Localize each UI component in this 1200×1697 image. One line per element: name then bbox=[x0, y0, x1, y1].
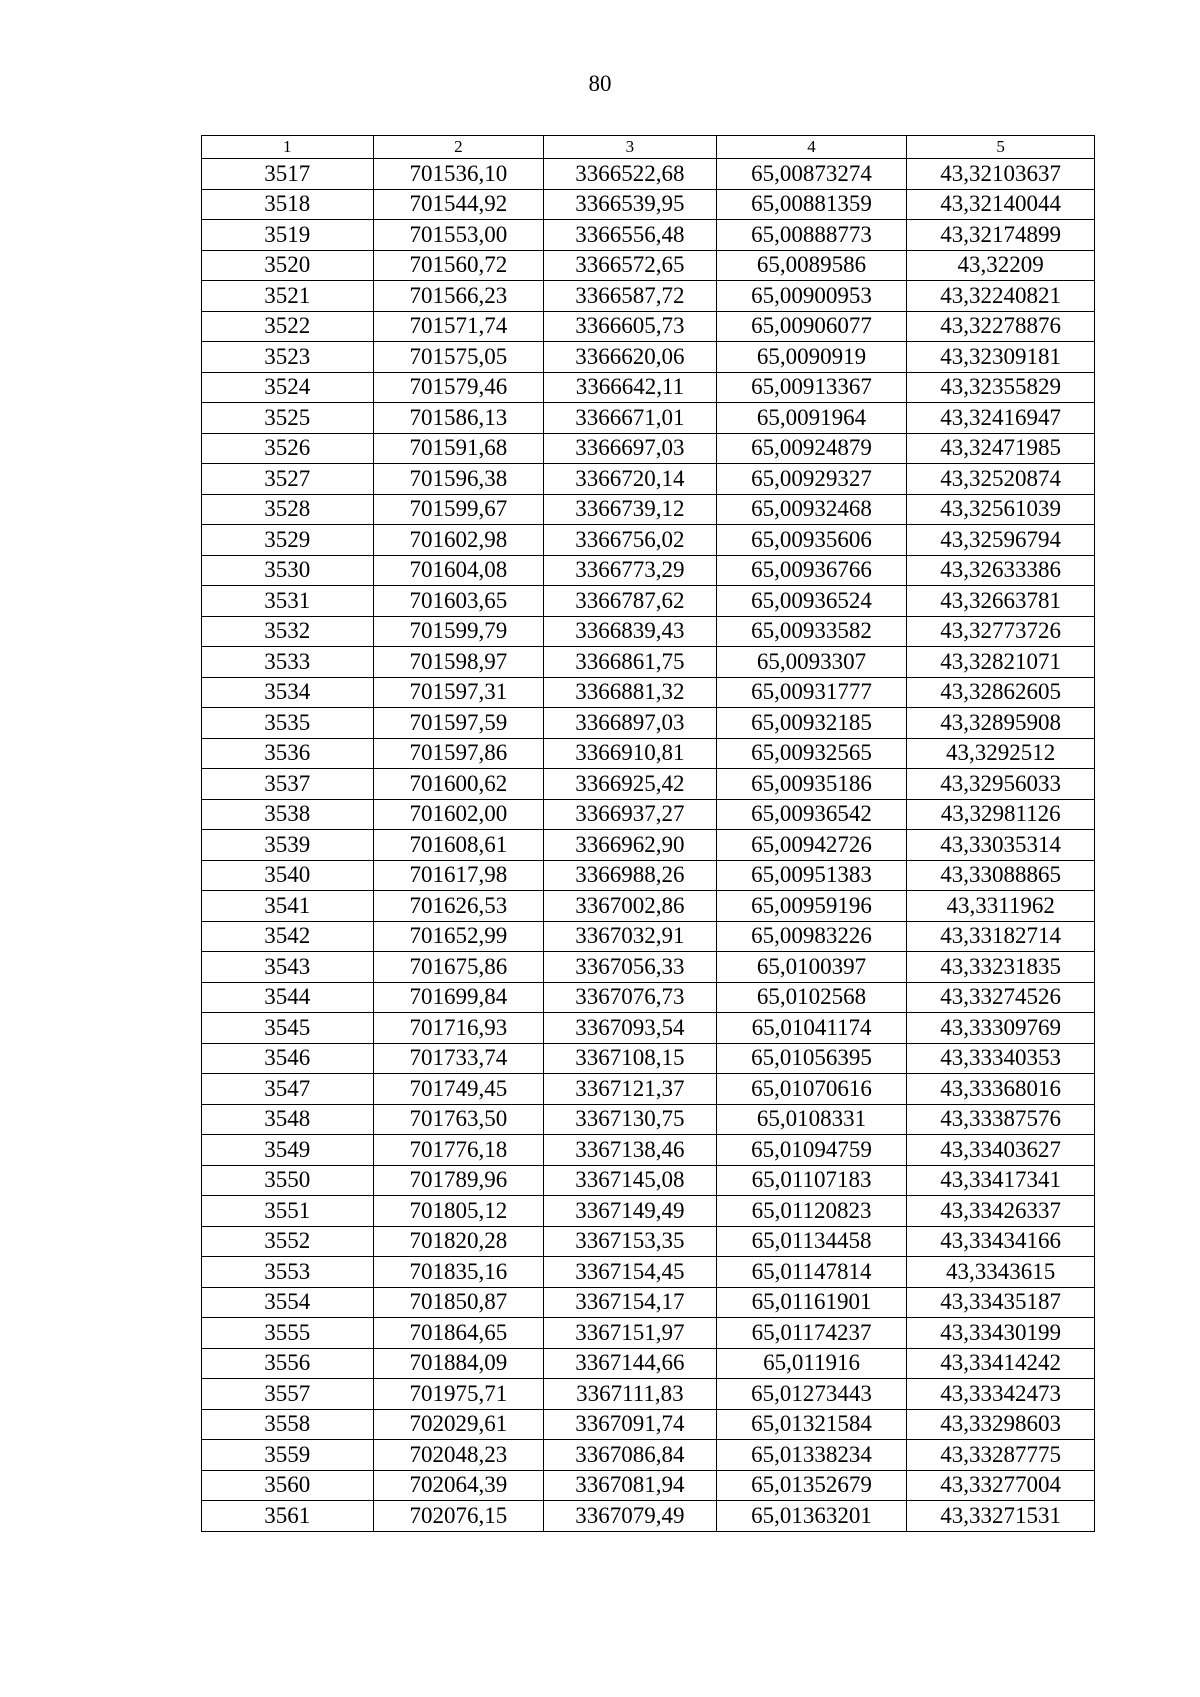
longitude-cell: 65,00932185 bbox=[716, 708, 907, 739]
x-coordinate-cell: 701604,08 bbox=[373, 555, 544, 586]
y-coordinate-cell: 3366539,95 bbox=[544, 189, 717, 220]
y-coordinate-cell: 3366861,75 bbox=[544, 647, 717, 678]
latitude-cell: 43,32821071 bbox=[907, 647, 1095, 678]
longitude-cell: 65,01070616 bbox=[716, 1074, 907, 1105]
latitude-cell: 43,32520874 bbox=[907, 464, 1095, 495]
latitude-cell: 43,32561039 bbox=[907, 494, 1095, 525]
longitude-cell: 65,01134458 bbox=[716, 1226, 907, 1257]
table-row bbox=[202, 1226, 1095, 1257]
y-coordinate-cell: 3366773,29 bbox=[544, 555, 717, 586]
column-header-1: 1 bbox=[202, 136, 374, 159]
table-row bbox=[202, 1440, 1095, 1471]
y-coordinate-cell: 3366522,68 bbox=[544, 159, 717, 190]
table-row bbox=[202, 647, 1095, 678]
table-row bbox=[202, 769, 1095, 800]
latitude-cell: 43,33274526 bbox=[907, 982, 1095, 1013]
x-coordinate-cell: 701699,84 bbox=[373, 982, 544, 1013]
latitude-cell: 43,33435187 bbox=[907, 1287, 1095, 1318]
x-coordinate-cell: 701597,59 bbox=[373, 708, 544, 739]
table-row bbox=[202, 952, 1095, 983]
column-header-2: 2 bbox=[373, 136, 544, 159]
table-row bbox=[202, 1409, 1095, 1440]
latitude-cell: 43,32862605 bbox=[907, 677, 1095, 708]
longitude-cell: 65,01352679 bbox=[716, 1470, 907, 1501]
latitude-cell: 43,32663781 bbox=[907, 586, 1095, 617]
x-coordinate-cell: 701733,74 bbox=[373, 1043, 544, 1074]
latitude-cell: 43,33426337 bbox=[907, 1196, 1095, 1227]
latitude-cell: 43,32633386 bbox=[907, 555, 1095, 586]
point-number-cell: 3531 bbox=[202, 586, 374, 617]
latitude-cell: 43,32140044 bbox=[907, 189, 1095, 220]
y-coordinate-cell: 3366572,65 bbox=[544, 250, 717, 281]
longitude-cell: 65,01174237 bbox=[716, 1318, 907, 1349]
x-coordinate-cell: 701586,13 bbox=[373, 403, 544, 434]
longitude-cell: 65,01338234 bbox=[716, 1440, 907, 1471]
x-coordinate-cell: 702048,23 bbox=[373, 1440, 544, 1471]
y-coordinate-cell: 3366937,27 bbox=[544, 799, 717, 830]
y-coordinate-cell: 3367121,37 bbox=[544, 1074, 717, 1105]
point-number-cell: 3548 bbox=[202, 1104, 374, 1135]
longitude-cell: 65,00935186 bbox=[716, 769, 907, 800]
longitude-cell: 65,01363201 bbox=[716, 1501, 907, 1532]
table-row bbox=[202, 189, 1095, 220]
x-coordinate-cell: 701575,05 bbox=[373, 342, 544, 373]
table-row bbox=[202, 281, 1095, 312]
latitude-cell: 43,3343615 bbox=[907, 1257, 1095, 1288]
table-row bbox=[202, 586, 1095, 617]
latitude-cell: 43,33277004 bbox=[907, 1470, 1095, 1501]
y-coordinate-cell: 3366587,72 bbox=[544, 281, 717, 312]
x-coordinate-cell: 701626,53 bbox=[373, 891, 544, 922]
point-number-cell: 3534 bbox=[202, 677, 374, 708]
y-coordinate-cell: 3366756,02 bbox=[544, 525, 717, 556]
point-number-cell: 3540 bbox=[202, 860, 374, 891]
x-coordinate-cell: 701716,93 bbox=[373, 1013, 544, 1044]
table-row bbox=[202, 1257, 1095, 1288]
point-number-cell: 3556 bbox=[202, 1348, 374, 1379]
point-number-cell: 3535 bbox=[202, 708, 374, 739]
point-number-cell: 3538 bbox=[202, 799, 374, 830]
y-coordinate-cell: 3366671,01 bbox=[544, 403, 717, 434]
latitude-cell: 43,32103637 bbox=[907, 159, 1095, 190]
point-number-cell: 3547 bbox=[202, 1074, 374, 1105]
y-coordinate-cell: 3367002,86 bbox=[544, 891, 717, 922]
latitude-cell: 43,32355829 bbox=[907, 372, 1095, 403]
table-row bbox=[202, 1074, 1095, 1105]
point-number-cell: 3529 bbox=[202, 525, 374, 556]
table-row bbox=[202, 403, 1095, 434]
point-number-cell: 3517 bbox=[202, 159, 374, 190]
y-coordinate-cell: 3367149,49 bbox=[544, 1196, 717, 1227]
latitude-cell: 43,33434166 bbox=[907, 1226, 1095, 1257]
y-coordinate-cell: 3366720,14 bbox=[544, 464, 717, 495]
table-row bbox=[202, 1501, 1095, 1532]
table-row bbox=[202, 1196, 1095, 1227]
table-body bbox=[202, 159, 1095, 1532]
y-coordinate-cell: 3366697,03 bbox=[544, 433, 717, 464]
latitude-cell: 43,33342473 bbox=[907, 1379, 1095, 1410]
table-row bbox=[202, 1287, 1095, 1318]
table-header bbox=[202, 136, 1095, 159]
point-number-cell: 3560 bbox=[202, 1470, 374, 1501]
header-row bbox=[202, 136, 1095, 159]
y-coordinate-cell: 3366620,06 bbox=[544, 342, 717, 373]
x-coordinate-cell: 701553,00 bbox=[373, 220, 544, 251]
longitude-cell: 65,00906077 bbox=[716, 311, 907, 342]
longitude-cell: 65,01094759 bbox=[716, 1135, 907, 1166]
point-number-cell: 3543 bbox=[202, 952, 374, 983]
x-coordinate-cell: 702064,39 bbox=[373, 1470, 544, 1501]
y-coordinate-cell: 3367153,35 bbox=[544, 1226, 717, 1257]
longitude-cell: 65,00932468 bbox=[716, 494, 907, 525]
point-number-cell: 3523 bbox=[202, 342, 374, 373]
latitude-cell: 43,32956033 bbox=[907, 769, 1095, 800]
longitude-cell: 65,00881359 bbox=[716, 189, 907, 220]
latitude-cell: 43,32278876 bbox=[907, 311, 1095, 342]
column-header-4: 4 bbox=[716, 136, 907, 159]
latitude-cell: 43,33387576 bbox=[907, 1104, 1095, 1135]
latitude-cell: 43,33271531 bbox=[907, 1501, 1095, 1532]
table-row bbox=[202, 1043, 1095, 1074]
longitude-cell: 65,00936524 bbox=[716, 586, 907, 617]
latitude-cell: 43,33309769 bbox=[907, 1013, 1095, 1044]
x-coordinate-cell: 701602,98 bbox=[373, 525, 544, 556]
y-coordinate-cell: 3367091,74 bbox=[544, 1409, 717, 1440]
x-coordinate-cell: 701652,99 bbox=[373, 921, 544, 952]
x-coordinate-cell: 701579,46 bbox=[373, 372, 544, 403]
x-coordinate-cell: 701776,18 bbox=[373, 1135, 544, 1166]
table-row bbox=[202, 1165, 1095, 1196]
longitude-cell: 65,00983226 bbox=[716, 921, 907, 952]
point-number-cell: 3533 bbox=[202, 647, 374, 678]
y-coordinate-cell: 3366787,62 bbox=[544, 586, 717, 617]
point-number-cell: 3525 bbox=[202, 403, 374, 434]
x-coordinate-cell: 701608,61 bbox=[373, 830, 544, 861]
latitude-cell: 43,33088865 bbox=[907, 860, 1095, 891]
y-coordinate-cell: 3366739,12 bbox=[544, 494, 717, 525]
y-coordinate-cell: 3366556,48 bbox=[544, 220, 717, 251]
table-row bbox=[202, 433, 1095, 464]
latitude-cell: 43,33414242 bbox=[907, 1348, 1095, 1379]
table-row bbox=[202, 738, 1095, 769]
y-coordinate-cell: 3366642,11 bbox=[544, 372, 717, 403]
longitude-cell: 65,00873274 bbox=[716, 159, 907, 190]
table-row bbox=[202, 1348, 1095, 1379]
y-coordinate-cell: 3367056,33 bbox=[544, 952, 717, 983]
y-coordinate-cell: 3367111,83 bbox=[544, 1379, 717, 1410]
table-row bbox=[202, 525, 1095, 556]
point-number-cell: 3561 bbox=[202, 1501, 374, 1532]
table-row bbox=[202, 1104, 1095, 1135]
longitude-cell: 65,00924879 bbox=[716, 433, 907, 464]
latitude-cell: 43,32773726 bbox=[907, 616, 1095, 647]
table-row bbox=[202, 311, 1095, 342]
y-coordinate-cell: 3366881,32 bbox=[544, 677, 717, 708]
y-coordinate-cell: 3366925,42 bbox=[544, 769, 717, 800]
x-coordinate-cell: 701600,62 bbox=[373, 769, 544, 800]
longitude-cell: 65,01321584 bbox=[716, 1409, 907, 1440]
x-coordinate-cell: 701975,71 bbox=[373, 1379, 544, 1410]
y-coordinate-cell: 3367154,45 bbox=[544, 1257, 717, 1288]
table-row bbox=[202, 220, 1095, 251]
x-coordinate-cell: 701597,86 bbox=[373, 738, 544, 769]
x-coordinate-cell: 701599,67 bbox=[373, 494, 544, 525]
y-coordinate-cell: 3367086,84 bbox=[544, 1440, 717, 1471]
table-row bbox=[202, 891, 1095, 922]
table-row bbox=[202, 555, 1095, 586]
point-number-cell: 3550 bbox=[202, 1165, 374, 1196]
point-number-cell: 3554 bbox=[202, 1287, 374, 1318]
latitude-cell: 43,33287775 bbox=[907, 1440, 1095, 1471]
column-header-5: 5 bbox=[907, 136, 1095, 159]
x-coordinate-cell: 702076,15 bbox=[373, 1501, 544, 1532]
x-coordinate-cell: 701599,79 bbox=[373, 616, 544, 647]
latitude-cell: 43,33368016 bbox=[907, 1074, 1095, 1105]
y-coordinate-cell: 3367093,54 bbox=[544, 1013, 717, 1044]
y-coordinate-cell: 3366962,90 bbox=[544, 830, 717, 861]
longitude-cell: 65,00900953 bbox=[716, 281, 907, 312]
y-coordinate-cell: 3367130,75 bbox=[544, 1104, 717, 1135]
point-number-cell: 3527 bbox=[202, 464, 374, 495]
point-number-cell: 3555 bbox=[202, 1318, 374, 1349]
y-coordinate-cell: 3367081,94 bbox=[544, 1470, 717, 1501]
table-row bbox=[202, 982, 1095, 1013]
latitude-cell: 43,33417341 bbox=[907, 1165, 1095, 1196]
x-coordinate-cell: 701675,86 bbox=[373, 952, 544, 983]
table-row bbox=[202, 799, 1095, 830]
y-coordinate-cell: 3367076,73 bbox=[544, 982, 717, 1013]
table-row bbox=[202, 250, 1095, 281]
latitude-cell: 43,33035314 bbox=[907, 830, 1095, 861]
longitude-cell: 65,0090919 bbox=[716, 342, 907, 373]
longitude-cell: 65,00931777 bbox=[716, 677, 907, 708]
x-coordinate-cell: 701598,97 bbox=[373, 647, 544, 678]
latitude-cell: 43,33430199 bbox=[907, 1318, 1095, 1349]
latitude-cell: 43,3311962 bbox=[907, 891, 1095, 922]
table-row bbox=[202, 921, 1095, 952]
point-number-cell: 3522 bbox=[202, 311, 374, 342]
longitude-cell: 65,01041174 bbox=[716, 1013, 907, 1044]
longitude-cell: 65,00929327 bbox=[716, 464, 907, 495]
table-row bbox=[202, 616, 1095, 647]
page-number: 80 bbox=[588, 71, 612, 96]
table-row bbox=[202, 1379, 1095, 1410]
x-coordinate-cell: 701596,38 bbox=[373, 464, 544, 495]
latitude-cell: 43,3292512 bbox=[907, 738, 1095, 769]
point-number-cell: 3545 bbox=[202, 1013, 374, 1044]
column-header-3: 3 bbox=[544, 136, 717, 159]
latitude-cell: 43,33340353 bbox=[907, 1043, 1095, 1074]
point-number-cell: 3518 bbox=[202, 189, 374, 220]
y-coordinate-cell: 3367079,49 bbox=[544, 1501, 717, 1532]
longitude-cell: 65,00888773 bbox=[716, 220, 907, 251]
x-coordinate-cell: 701560,72 bbox=[373, 250, 544, 281]
x-coordinate-cell: 701571,74 bbox=[373, 311, 544, 342]
table-row bbox=[202, 708, 1095, 739]
table-row bbox=[202, 1135, 1095, 1166]
point-number-cell: 3532 bbox=[202, 616, 374, 647]
table-row bbox=[202, 677, 1095, 708]
x-coordinate-cell: 701864,65 bbox=[373, 1318, 544, 1349]
point-number-cell: 3528 bbox=[202, 494, 374, 525]
latitude-cell: 43,32471985 bbox=[907, 433, 1095, 464]
y-coordinate-cell: 3367138,46 bbox=[544, 1135, 717, 1166]
table-row bbox=[202, 342, 1095, 373]
longitude-cell: 65,00942726 bbox=[716, 830, 907, 861]
latitude-cell: 43,33403627 bbox=[907, 1135, 1095, 1166]
x-coordinate-cell: 702029,61 bbox=[373, 1409, 544, 1440]
y-coordinate-cell: 3366910,81 bbox=[544, 738, 717, 769]
point-number-cell: 3544 bbox=[202, 982, 374, 1013]
x-coordinate-cell: 701602,00 bbox=[373, 799, 544, 830]
x-coordinate-cell: 701617,98 bbox=[373, 860, 544, 891]
y-coordinate-cell: 3366605,73 bbox=[544, 311, 717, 342]
point-number-cell: 3542 bbox=[202, 921, 374, 952]
longitude-cell: 65,01107183 bbox=[716, 1165, 907, 1196]
point-number-cell: 3521 bbox=[202, 281, 374, 312]
x-coordinate-cell: 701884,09 bbox=[373, 1348, 544, 1379]
point-number-cell: 3558 bbox=[202, 1409, 374, 1440]
y-coordinate-cell: 3367145,08 bbox=[544, 1165, 717, 1196]
point-number-cell: 3546 bbox=[202, 1043, 374, 1074]
longitude-cell: 65,0089586 bbox=[716, 250, 907, 281]
longitude-cell: 65,00959196 bbox=[716, 891, 907, 922]
longitude-cell: 65,0102568 bbox=[716, 982, 907, 1013]
x-coordinate-cell: 701850,87 bbox=[373, 1287, 544, 1318]
point-number-cell: 3537 bbox=[202, 769, 374, 800]
y-coordinate-cell: 3366988,26 bbox=[544, 860, 717, 891]
x-coordinate-cell: 701603,65 bbox=[373, 586, 544, 617]
point-number-cell: 3539 bbox=[202, 830, 374, 861]
longitude-cell: 65,00951383 bbox=[716, 860, 907, 891]
x-coordinate-cell: 701544,92 bbox=[373, 189, 544, 220]
table-row bbox=[202, 464, 1095, 495]
point-number-cell: 3536 bbox=[202, 738, 374, 769]
table-row bbox=[202, 494, 1095, 525]
longitude-cell: 65,00933582 bbox=[716, 616, 907, 647]
x-coordinate-cell: 701789,96 bbox=[373, 1165, 544, 1196]
point-number-cell: 3557 bbox=[202, 1379, 374, 1410]
longitude-cell: 65,01120823 bbox=[716, 1196, 907, 1227]
longitude-cell: 65,011916 bbox=[716, 1348, 907, 1379]
x-coordinate-cell: 701566,23 bbox=[373, 281, 544, 312]
point-number-cell: 3520 bbox=[202, 250, 374, 281]
point-number-cell: 3530 bbox=[202, 555, 374, 586]
latitude-cell: 43,33298603 bbox=[907, 1409, 1095, 1440]
latitude-cell: 43,33182714 bbox=[907, 921, 1095, 952]
longitude-cell: 65,00913367 bbox=[716, 372, 907, 403]
y-coordinate-cell: 3367108,15 bbox=[544, 1043, 717, 1074]
longitude-cell: 65,00932565 bbox=[716, 738, 907, 769]
point-number-cell: 3541 bbox=[202, 891, 374, 922]
longitude-cell: 65,01161901 bbox=[716, 1287, 907, 1318]
longitude-cell: 65,00935606 bbox=[716, 525, 907, 556]
x-coordinate-cell: 701749,45 bbox=[373, 1074, 544, 1105]
latitude-cell: 43,32895908 bbox=[907, 708, 1095, 739]
longitude-cell: 65,01273443 bbox=[716, 1379, 907, 1410]
point-number-cell: 3526 bbox=[202, 433, 374, 464]
point-number-cell: 3551 bbox=[202, 1196, 374, 1227]
longitude-cell: 65,0093307 bbox=[716, 647, 907, 678]
table-row bbox=[202, 830, 1095, 861]
latitude-cell: 43,32596794 bbox=[907, 525, 1095, 556]
point-number-cell: 3553 bbox=[202, 1257, 374, 1288]
longitude-cell: 65,01056395 bbox=[716, 1043, 907, 1074]
x-coordinate-cell: 701820,28 bbox=[373, 1226, 544, 1257]
latitude-cell: 43,33231835 bbox=[907, 952, 1095, 983]
longitude-cell: 65,0100397 bbox=[716, 952, 907, 983]
latitude-cell: 43,32174899 bbox=[907, 220, 1095, 251]
x-coordinate-cell: 701591,68 bbox=[373, 433, 544, 464]
latitude-cell: 43,32209 bbox=[907, 250, 1095, 281]
x-coordinate-cell: 701835,16 bbox=[373, 1257, 544, 1288]
longitude-cell: 65,0091964 bbox=[716, 403, 907, 434]
latitude-cell: 43,32981126 bbox=[907, 799, 1095, 830]
coordinates-table bbox=[201, 135, 1095, 1532]
x-coordinate-cell: 701536,10 bbox=[373, 159, 544, 190]
longitude-cell: 65,01147814 bbox=[716, 1257, 907, 1288]
y-coordinate-cell: 3367144,66 bbox=[544, 1348, 717, 1379]
longitude-cell: 65,00936766 bbox=[716, 555, 907, 586]
point-number-cell: 3552 bbox=[202, 1226, 374, 1257]
table-row bbox=[202, 1013, 1095, 1044]
latitude-cell: 43,32240821 bbox=[907, 281, 1095, 312]
table-row bbox=[202, 372, 1095, 403]
y-coordinate-cell: 3367154,17 bbox=[544, 1287, 717, 1318]
y-coordinate-cell: 3366839,43 bbox=[544, 616, 717, 647]
point-number-cell: 3559 bbox=[202, 1440, 374, 1471]
point-number-cell: 3519 bbox=[202, 220, 374, 251]
y-coordinate-cell: 3367032,91 bbox=[544, 921, 717, 952]
point-number-cell: 3549 bbox=[202, 1135, 374, 1166]
x-coordinate-cell: 701597,31 bbox=[373, 677, 544, 708]
table-row bbox=[202, 1318, 1095, 1349]
latitude-cell: 43,32416947 bbox=[907, 403, 1095, 434]
x-coordinate-cell: 701763,50 bbox=[373, 1104, 544, 1135]
table-row bbox=[202, 1470, 1095, 1501]
x-coordinate-cell: 701805,12 bbox=[373, 1196, 544, 1227]
longitude-cell: 65,0108331 bbox=[716, 1104, 907, 1135]
table-row bbox=[202, 159, 1095, 190]
y-coordinate-cell: 3367151,97 bbox=[544, 1318, 717, 1349]
latitude-cell: 43,32309181 bbox=[907, 342, 1095, 373]
longitude-cell: 65,00936542 bbox=[716, 799, 907, 830]
table-row bbox=[202, 860, 1095, 891]
point-number-cell: 3524 bbox=[202, 372, 374, 403]
y-coordinate-cell: 3366897,03 bbox=[544, 708, 717, 739]
